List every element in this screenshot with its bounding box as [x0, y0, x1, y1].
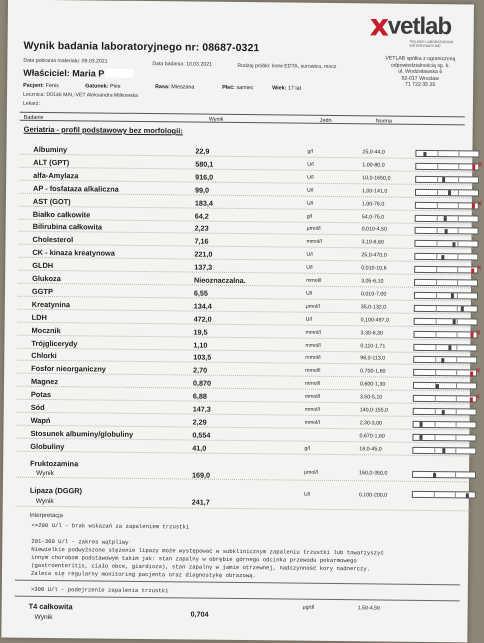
- range-bar: [413, 330, 481, 338]
- range-marker: [444, 216, 447, 221]
- result-label: Wynik: [34, 613, 53, 622]
- range-bar: [412, 447, 476, 455]
- test-norm: 25,0-44,0: [362, 149, 385, 156]
- test-name: GGTP: [31, 286, 53, 296]
- range-bar: [413, 356, 477, 364]
- species-field: Gatunek: Pies: [85, 83, 121, 90]
- range-bar: [412, 491, 476, 499]
- range-marker: [441, 358, 444, 363]
- out-of-range-flag: X: [477, 201, 482, 208]
- test-name: GLDH: [32, 260, 54, 271]
- interpretation-line: Zaleca się regularny monitoring pacjenta oraz diagnostykę obrazową.: [30, 569, 256, 580]
- range-bar: [415, 150, 479, 158]
- test-norm: 3,05-6,10: [361, 278, 384, 285]
- test-name: Albuminy: [33, 144, 68, 155]
- test-norm: 160,0-350,0: [359, 470, 388, 477]
- owner-label: Właściciel:: [23, 67, 70, 79]
- test-value: Nieoznaczalna.: [194, 275, 246, 286]
- divider: [15, 580, 460, 585]
- range-bar: [413, 343, 477, 351]
- test-name: AP - fosfataza alkaliczna: [32, 183, 119, 194]
- test-unit: μmol/l: [305, 303, 320, 310]
- test-norm: 0,670-1,60: [359, 433, 385, 440]
- test-unit: U/l: [305, 316, 313, 323]
- test-value: 241,7: [191, 497, 210, 507]
- age-field: Wiek: 17 lat: [272, 85, 302, 92]
- test-norm: 0,110-1,71: [360, 342, 386, 350]
- test-name: Kreatynina: [31, 299, 71, 310]
- logo-x-mark: x: [369, 8, 390, 44]
- test-norm: 2,30-3,00: [359, 420, 383, 427]
- table-header: [20, 112, 465, 126]
- test-unit: U/l: [303, 491, 311, 498]
- test-norm: 3,30-8,30: [360, 329, 383, 337]
- range-bar: [413, 368, 481, 377]
- owner-name: Maria P: [72, 68, 105, 79]
- test-name: Chlorki: [31, 351, 57, 361]
- doctor-line: Lekarz:: [22, 100, 40, 107]
- range-marker: [448, 190, 451, 195]
- sex-field: Płeć: samiec: [222, 84, 254, 92]
- test-norm: 140,0-155,0: [359, 407, 389, 414]
- range-bar: [412, 434, 476, 442]
- range-marker: [472, 165, 475, 170]
- interpretation-label: Interpretacja: [29, 512, 63, 520]
- result-label: Wynik: [36, 469, 54, 478]
- test-name: Potas: [30, 389, 52, 400]
- test-norm: 0,700-1,60: [360, 368, 386, 375]
- out-of-range-flag: X: [476, 368, 481, 375]
- range-marker: [442, 410, 445, 415]
- range-bar: [414, 240, 478, 248]
- test-norm: 0,100-200,0: [358, 492, 388, 499]
- test-value: 103,5: [193, 352, 212, 363]
- range-marker: [452, 242, 455, 247]
- test-unit: U/l: [306, 251, 313, 258]
- test-value: 134,4: [193, 301, 212, 311]
- range-bar: [415, 201, 482, 209]
- patient-field: Pacjent: Fenix: [23, 82, 59, 90]
- out-of-range-flag: X: [477, 265, 482, 272]
- test-unit: mmol/l: [305, 329, 321, 336]
- test-unit: μmol/l: [306, 226, 321, 233]
- test-unit: U/l: [306, 187, 314, 194]
- test-name: CK - kinaza kreatynowa: [32, 248, 115, 258]
- range-bar: [413, 382, 477, 390]
- test-norm: 0,010-7,00: [360, 291, 387, 298]
- test-norm: 54,0-75,0: [361, 213, 385, 221]
- range-marker: [433, 473, 436, 478]
- test-unit: g/l: [307, 148, 313, 155]
- test-unit: mmol/l: [306, 277, 322, 284]
- test-value: 0,554: [192, 430, 211, 440]
- range-bar: [414, 292, 478, 300]
- header-unit: Jedn.: [319, 117, 333, 124]
- redaction-box: [105, 69, 133, 78]
- test-unit: U/l: [307, 174, 314, 181]
- test-value: 147,3: [192, 404, 211, 414]
- interpretation-line: <=200 U/l - brak wskazań za zapaleniem trzustki: [31, 521, 190, 531]
- test-value: 2,29: [192, 417, 207, 427]
- range-marker: [452, 319, 455, 324]
- header-test: Badanie: [23, 114, 44, 121]
- test-unit: g/l: [306, 213, 313, 220]
- section-title: Geriatria - profil podstawowy bez morfologii:: [23, 124, 183, 136]
- interpretation-line: innym chorobom podstawowym takim jak: stan zapalny w obrębie górnego odcinka przewodu pokarmowego: [31, 553, 357, 565]
- interpretation-line: >300 U/l - podejrzenie zapalenia trzustki: [30, 585, 169, 595]
- range-bar: [413, 394, 480, 403]
- clinic-line: Lecznica: D0146 MAL-VET Aleksandra Milkowska: [22, 91, 138, 99]
- lab-report-sheet: [1, 0, 483, 642]
- test-name: ALT (GPT): [33, 157, 70, 168]
- test-unit: mmol/l: [306, 238, 322, 246]
- header-result: Wynik: [208, 116, 224, 123]
- test-name: alfa-Amylaza: [33, 170, 79, 181]
- test-value: 580,1: [195, 159, 214, 169]
- test-name: Magnez: [30, 377, 59, 387]
- test-value: 169,0: [191, 470, 211, 480]
- test-norm: 1,00-141,0: [361, 187, 388, 195]
- test-name: Lipaza (DGGR): [29, 485, 83, 496]
- test-value: 916,0: [195, 172, 214, 182]
- test-norm: 96,0-113,0: [360, 355, 386, 362]
- range-bar: [413, 421, 477, 429]
- sample-type: Rodzaj próbki: krew EDTA, surowica, mocz: [237, 62, 337, 71]
- t4-row: [14, 600, 469, 627]
- test-norm: 18,0-45,0: [359, 445, 382, 453]
- test-unit: U/l: [305, 290, 313, 297]
- range-bar: [414, 318, 478, 326]
- range-marker: [461, 307, 464, 312]
- out-of-range-flag: X: [476, 330, 481, 337]
- test-value: 0,870: [192, 378, 212, 388]
- range-bar: [415, 214, 479, 222]
- logo-tagline: POLSKIE LABORATORIUM WETERYNARYJNE: [409, 39, 454, 49]
- test-norm: 35,0-132,0: [360, 304, 387, 311]
- test-unit: mmol/l: [305, 342, 321, 349]
- test-value: 99,0: [194, 185, 210, 195]
- interpretation-line: (gastroenteritis, ciało obce, giardioza), stan zapalny w jamie otrzewnej, nadczynność kory nadnerczy.: [31, 561, 371, 573]
- range-marker: [448, 345, 451, 350]
- test-unit: mmol/l: [304, 380, 321, 388]
- range-bar: [412, 471, 476, 479]
- test-norm: 0,100-497,0: [360, 316, 389, 324]
- test-norm: 0,010-10,6: [361, 265, 387, 272]
- test-norm: 25,0-470,0: [361, 252, 387, 259]
- test-name: Mocznik: [31, 325, 61, 335]
- test-name: Stosunek albuminy/globuliny: [30, 428, 134, 439]
- test-name: Globuliny: [30, 441, 65, 451]
- range-bar: [414, 305, 478, 313]
- range-bar: [415, 189, 479, 197]
- test-value: 41,0: [192, 443, 207, 453]
- test-name: Fosfor nieorganiczny: [31, 364, 106, 374]
- test-value: 22,9: [195, 146, 210, 156]
- test-norm: 3,10-8,60: [361, 239, 384, 246]
- test-value: 1,10: [193, 340, 208, 350]
- interpretation-line: 201-300 U/l - zakres wątpliwy: [31, 537, 129, 546]
- test-unit: U/l: [306, 264, 313, 271]
- owner-line: [23, 68, 133, 79]
- test-unit: mmol/l: [305, 355, 321, 362]
- out-of-range-flag: X: [478, 162, 483, 169]
- range-bar: [415, 176, 479, 184]
- range-marker: [470, 371, 473, 376]
- test-unit: mmol/l: [305, 367, 321, 375]
- test-norm: 1,00-80,0: [362, 162, 385, 169]
- test-unit: g/l: [304, 445, 310, 452]
- range-marker: [472, 204, 475, 209]
- range-bar: [415, 162, 483, 171]
- range-marker: [470, 333, 473, 338]
- test-unit: μg/dl: [302, 604, 315, 611]
- range-marker: [419, 422, 422, 427]
- fructosamine-row: [16, 457, 471, 483]
- test-name: Trójglicerydy: [31, 338, 78, 348]
- test-name: T4 całkowita: [28, 601, 73, 612]
- range-bar: [413, 408, 477, 416]
- test-name: AST (GOT): [32, 196, 71, 206]
- range-marker: [441, 255, 444, 260]
- test-value: 2,70: [193, 365, 208, 375]
- out-of-range-flag: X: [475, 394, 480, 401]
- range-bar: [414, 253, 478, 261]
- test-value: 472,0: [193, 314, 212, 324]
- test-value: 183,4: [194, 198, 213, 208]
- test-value: 19,5: [193, 327, 208, 337]
- vetlab-logo: [369, 9, 469, 52]
- range-marker: [436, 384, 439, 389]
- report-title: Wynik badania laboratoryjnego nr: 08687-0321: [23, 39, 260, 55]
- test-norm: 1,50-4,50: [357, 605, 381, 612]
- header-norm: Norma: [375, 117, 392, 125]
- test-value: 0,704: [190, 609, 209, 619]
- test-value: 221,0: [194, 249, 213, 259]
- test-norm: 3,50-5,10: [359, 394, 383, 401]
- test-norm: 1,00-76,0: [361, 200, 385, 208]
- interpretation-line: Niewielkie podwyższone stężenie lipazy może występować w subklinicznym zapaleniu trzustki lub towarzyszyć: [31, 545, 384, 557]
- range-bar: [414, 265, 482, 274]
- range-marker: [423, 151, 426, 156]
- test-name: Bilirubina całkowita: [32, 222, 103, 232]
- test-name: Fruktozamina: [30, 458, 79, 469]
- test-value: 6,88: [192, 391, 207, 401]
- range-bar: [414, 279, 478, 287]
- range-bar: [415, 227, 479, 235]
- test-unit: U/l: [307, 161, 314, 168]
- breed-field: Rasa: Mieszana: [155, 84, 195, 91]
- result-label: Wynik: [35, 497, 54, 506]
- test-date: Data badania: 10.03.2021: [152, 61, 213, 68]
- test-value: 2,23: [194, 223, 209, 234]
- test-name: Cholesterol: [32, 235, 74, 245]
- lab-address: VETLAB spółka z ograniczoną odpowiedzialnością sp. k. ul. Wodzisławska 6 52-017 Wrocław 71 722 35 25: [385, 55, 456, 89]
- test-name: LDH: [31, 312, 47, 322]
- test-value: 7,16: [194, 236, 209, 246]
- range-marker: [471, 268, 474, 273]
- test-norm: 10,0-1650,0: [362, 175, 391, 182]
- range-marker: [442, 177, 445, 182]
- sample-date: Data pobrania materiału: 09.03.2021: [23, 57, 108, 65]
- range-marker: [466, 493, 469, 498]
- test-name: Glukoza: [32, 273, 61, 284]
- range-marker: [442, 448, 445, 453]
- range-marker: [451, 294, 454, 299]
- test-name: Białko całkowite: [32, 209, 91, 219]
- range-marker: [445, 229, 448, 234]
- test-value: 64,2: [194, 211, 209, 221]
- test-norm: 0,600-1,30: [359, 381, 386, 388]
- test-unit: mmol/l: [304, 393, 321, 400]
- logo-wordmark: vetlab: [387, 12, 452, 41]
- test-unit: mmol/l: [304, 406, 321, 413]
- test-name: Wapń: [30, 415, 51, 425]
- test-value: 6,55: [193, 288, 208, 298]
- test-norm: 0,010-4,50: [361, 226, 387, 233]
- test-value: 137,3: [194, 262, 213, 272]
- test-unit: mmol/l: [304, 419, 320, 426]
- range-marker: [419, 435, 422, 440]
- lipase-row: [16, 484, 471, 512]
- test-name: Sód: [30, 402, 45, 412]
- test-unit: U/l: [306, 200, 314, 207]
- test-unit: μmol/l: [304, 469, 319, 476]
- range-marker: [469, 397, 472, 402]
